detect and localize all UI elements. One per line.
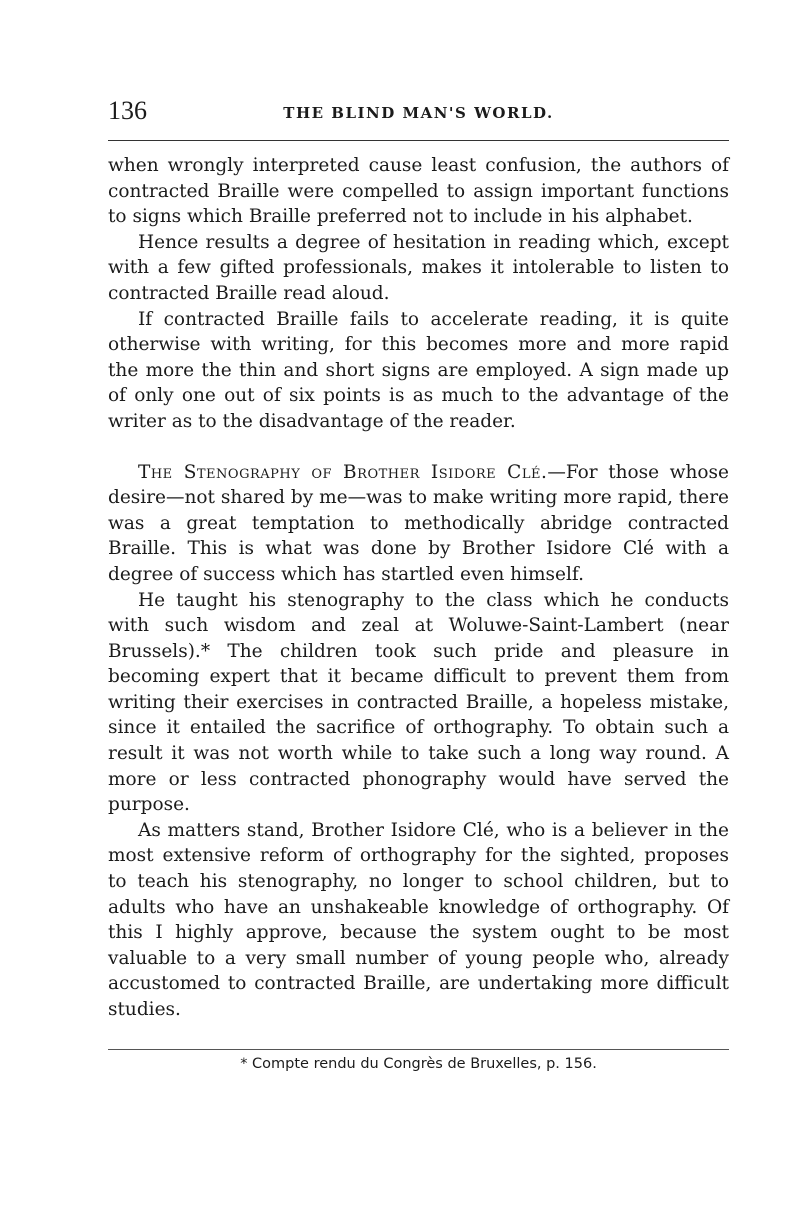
paragraph-2: Hence results a degree of hesitation in reading which, except with a few gifted professionals, makes it intolerable to listen to contracted Braille read aloud. <box>108 231 729 304</box>
footnote: * Compte rendu du Congrès de Bruxelles, p. 156. <box>240 1055 597 1072</box>
footnote-rule <box>108 1049 729 1050</box>
book-page <box>108 96 729 1072</box>
paragraph-4 <box>108 460 729 588</box>
footnote-marker: * <box>200 640 211 662</box>
paragraph-3: If contracted Braille fails to accelerate reading, it is quite otherwise with writing, for this becomes more and more rapid the more the thin and short signs are employed. A sign made up of only one out of six points is as much to the advantage of the writer as to the disadvantage of the reader. <box>108 308 729 432</box>
page-number: 136 <box>108 96 147 125</box>
paragraph-1: when wrongly interpreted cause least confusion, the authors of contracted Braille were compelled to assign important functions to signs which Braille preferred not to include in his alphabet. <box>108 155 729 228</box>
paragraph-5-text-a: He taught his stenography to the class which he conducts with such wisdom and zeal at Woluwe-Saint-Lambert (near Brussels). <box>108 589 729 662</box>
section-title: The Stenography of Brother Isidore Clé. <box>138 461 548 483</box>
body-text <box>108 153 729 1023</box>
header-rule <box>108 140 729 141</box>
running-title: THE BLIND MAN'S WORLD. <box>283 104 554 122</box>
running-head <box>108 96 729 140</box>
paragraph-5-text-b: The children took such pride and pleasure in becoming expert that it became difficult to prevent them from writing their exercises in contracted Braille, a hopeless mistake, since it entailed the sacrifice of orthography. To obtain such a result it was not worth while to take such a long way round. A more or less contracted phonography would have served the purpose. <box>108 640 729 816</box>
paragraph-4-text: —For those whose desire—not shared by me—was to make writing more rapid, there was a great temptation to methodically abridge contracted Braille. This is what was done by Brother Isidore Clé with a degree of success which has startled even himself. <box>108 461 729 585</box>
paragraph-6: As matters stand, Brother Isidore Clé, who is a believer in the most extensive reform of orthography for the sighted, proposes to teach his stenography, no longer to school children, but to adults who have an unshakeable knowledge of orthography. Of this I highly approve, because the system ought to be most valuable to a very small number of young people who, already accustomed to contracted Braille, are undertaking more difficult studies. <box>108 819 729 1020</box>
paragraph-5 <box>108 588 729 818</box>
